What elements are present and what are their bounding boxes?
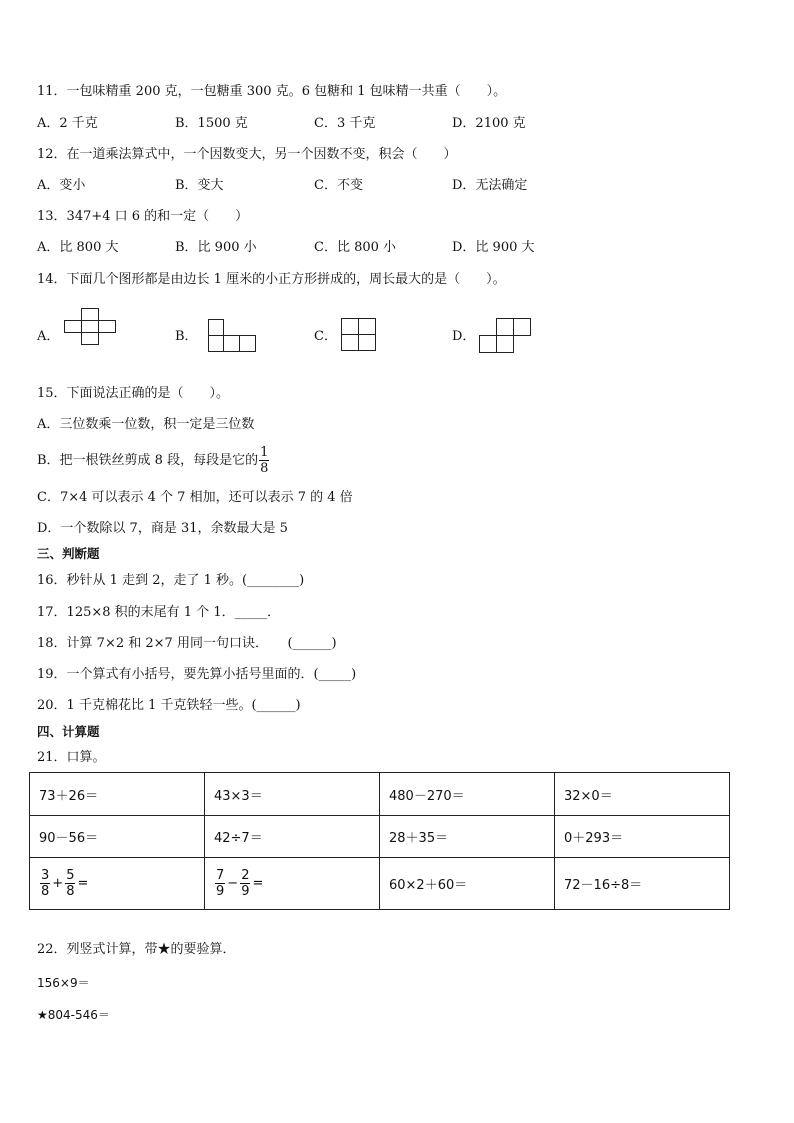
fraction-numerator: 5 (66, 868, 75, 883)
q14-label-a: A． (37, 329, 60, 344)
q11-stem: 11．一包味精重 200 克，一包糖重 300 克。6 包糖和 1 包味精一共重（ ）。 (37, 84, 507, 99)
q19-statement: 19．一个算式有小括号，要先算小括号里面的．(_____) (37, 667, 357, 682)
q22-stem: 22．列竖式计算，带★的要验算． (37, 942, 236, 957)
fraction-denominator: 9 (216, 884, 225, 899)
table-cell: 43×3＝ (205, 773, 380, 816)
equals-sign: = (77, 876, 89, 891)
q12-option-b: B．变大 (175, 178, 224, 193)
q13-stem: 13．347+4 口 6 的和一定（ ） (37, 209, 249, 224)
table-cell: 42÷7＝ (205, 816, 380, 858)
fraction (65, 868, 75, 899)
q14-stem: 14．下面几个图形都是由边长 1 厘米的小正方形拼成的，周长最大的是（ ）。 (37, 272, 506, 287)
q14-label-b: B． (175, 329, 198, 344)
q12-stem: 12．在一道乘法算式中，一个因数变大，另一个因数不变，积会（ ） (37, 147, 457, 162)
q15-stem: 15．下面说法正确的是（ ）。 (37, 386, 230, 401)
equals-sign: = (252, 876, 264, 891)
fraction-numerator: 1 (260, 445, 269, 460)
operator: + (52, 876, 64, 891)
q15-option-c: C．7×4 可以表示 4 个 7 相加，还可以表示 7 的 4 倍 (37, 490, 353, 505)
table-cell: 32×0＝ (555, 773, 730, 816)
section-judge-heading: 三、判断题 (37, 546, 100, 561)
fraction-numerator: 7 (216, 868, 225, 883)
fraction-one-eighth (259, 445, 269, 476)
operator: − (227, 876, 239, 891)
table-cell: 72－16÷8＝ (555, 858, 730, 910)
fraction-denominator: 9 (241, 884, 250, 899)
q22-item-2: ★804-546＝ (37, 1008, 110, 1022)
q11-option-a: A．2 千克 (37, 116, 98, 131)
q17-statement: 17．125×8 积的末尾有 1 个 1．_____． (37, 605, 281, 620)
q21-stem: 21．口算。 (37, 750, 106, 765)
q20-statement: 20．1 千克棉花比 1 千克铁轻一些。(______) (37, 698, 301, 713)
fraction (240, 868, 250, 899)
q18-statement: 18．计算 7×2 和 2×7 用同一句口诀． (______) (37, 636, 337, 651)
fraction (215, 868, 225, 899)
fraction-expression (214, 868, 264, 899)
fraction-denominator: 8 (66, 884, 75, 899)
q11-option-c: C．3 千克 (314, 116, 376, 131)
q15-option-b (37, 441, 270, 481)
mental-math-table (29, 772, 730, 910)
q13-option-b: B．比 900 小 (175, 240, 257, 255)
table-cell: 480－270＝ (380, 773, 555, 816)
table-cell (205, 858, 380, 910)
table-row (30, 773, 730, 816)
q11-option-b: B．1500 克 (175, 116, 248, 131)
q15-option-a: A．三位数乘一位数，积一定是三位数 (37, 417, 255, 432)
fraction-expression (39, 868, 89, 899)
q15-option-b-text: B．把一根铁丝剪成 8 段，每段是它的 (37, 453, 259, 468)
q11-option-d: D．2100 克 (452, 116, 526, 131)
fraction-numerator: 3 (41, 868, 50, 883)
table-row (30, 816, 730, 858)
q12-option-a: A．变小 (37, 178, 86, 193)
q22-item-1: 156×9＝ (37, 976, 90, 990)
q14-figure-b (208, 319, 258, 353)
q13-option-a: A．比 800 大 (37, 240, 119, 255)
table-cell: 0＋293＝ (555, 816, 730, 858)
q12-option-d: D．无法确定 (452, 178, 528, 193)
q15-option-d: D．一个数除以 7，商是 31，余数最大是 5 (37, 521, 288, 536)
section-calc-heading: 四、计算题 (37, 724, 100, 739)
table-cell: 73＋26＝ (30, 773, 205, 816)
q16-statement: 16．秒针从 1 走到 2，走了 1 秒。(________) (37, 573, 305, 588)
q14-figure-d (479, 318, 533, 354)
q14-label-c: C． (314, 329, 337, 344)
table-cell: 28＋35＝ (380, 816, 555, 858)
fraction-denominator: 8 (41, 884, 50, 899)
table-cell: 90－56＝ (30, 816, 205, 858)
q13-option-d: D．比 900 大 (452, 240, 535, 255)
q14-figure-c (341, 318, 377, 352)
q12-option-c: C．不变 (314, 178, 363, 193)
fraction (40, 868, 50, 899)
q14-label-d: D． (452, 329, 476, 344)
fraction-denominator: 8 (260, 461, 269, 476)
fraction-numerator: 2 (241, 868, 250, 883)
q14-figure-a (64, 308, 118, 346)
table-row (30, 858, 730, 910)
q13-option-c: C．比 800 小 (314, 240, 397, 255)
table-cell (30, 858, 205, 910)
table-cell: 60×2＋60＝ (380, 858, 555, 910)
